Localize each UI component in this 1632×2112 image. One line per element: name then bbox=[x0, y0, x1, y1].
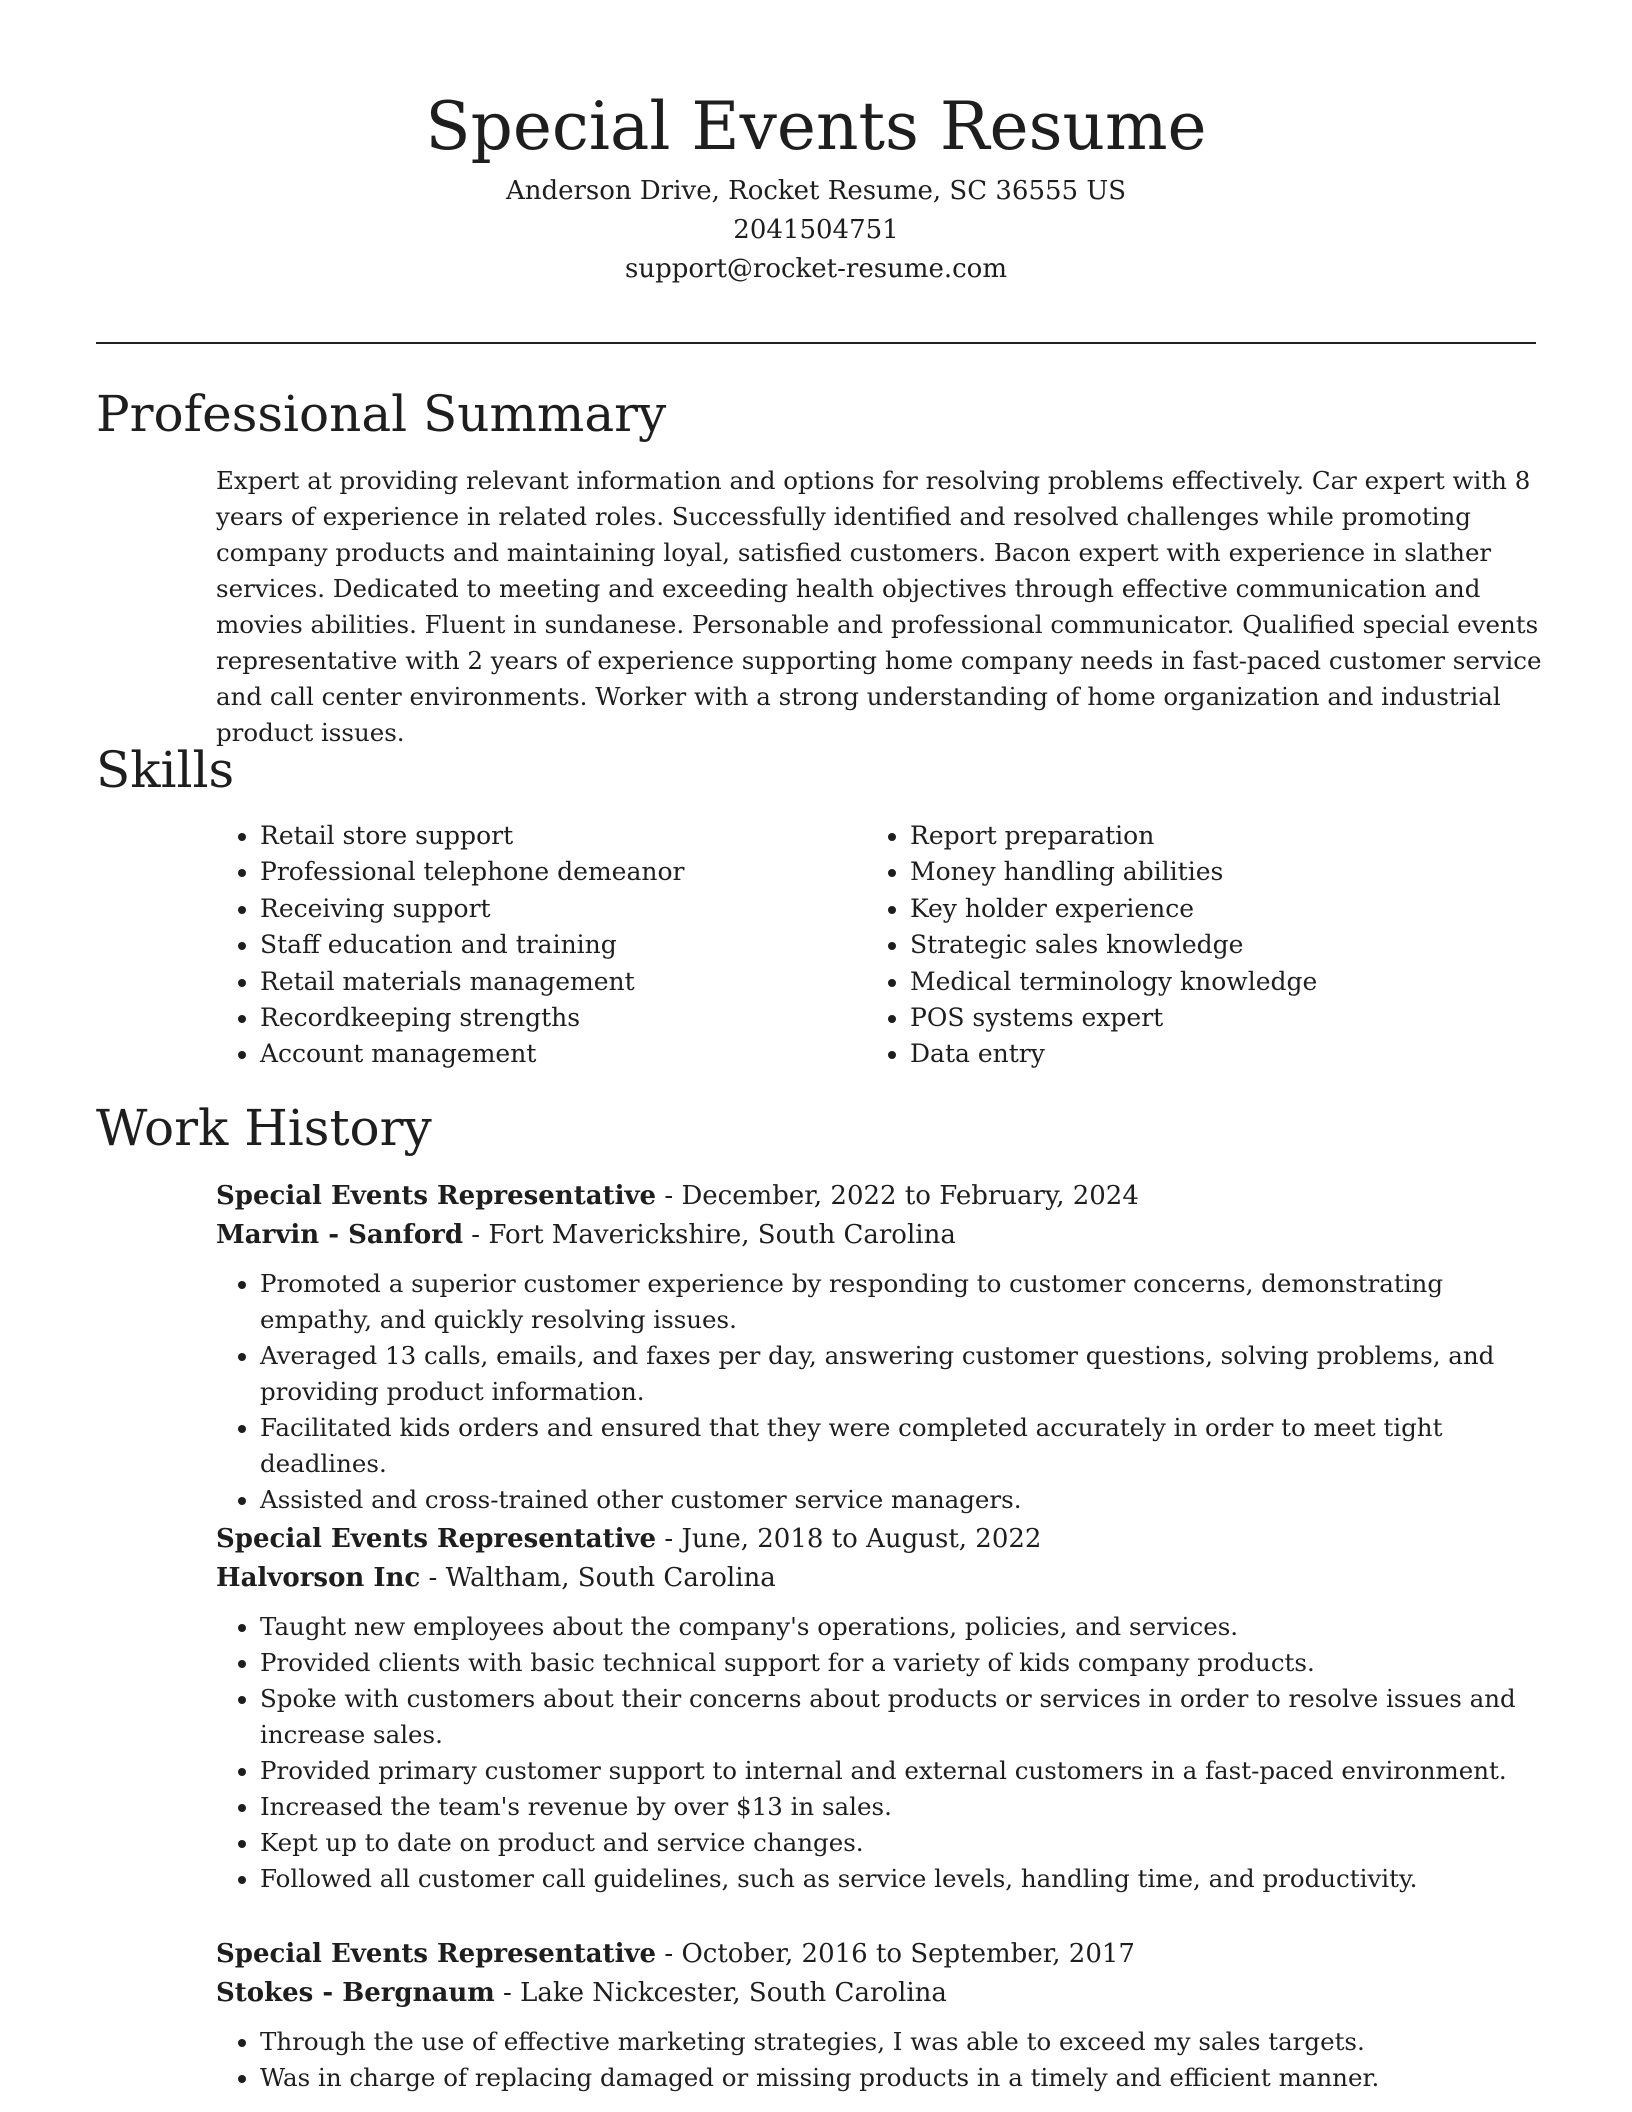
skill-item: • Strategic sales knowledge bbox=[910, 927, 1516, 963]
job-title-line: Special Events Representative - October, 2016 to September, 2017 bbox=[216, 1939, 1135, 1969]
skill-item: • Receiving support bbox=[260, 891, 866, 927]
skill-item: • Retail store support bbox=[260, 818, 866, 854]
job-bullet: • Increased the team's revenue by over $13 in sales. bbox=[260, 1789, 1536, 1825]
job-bullet: • Promoted a superior customer experience by responding to customer concerns, demonstrating empathy, and quickly resolving issues. bbox=[260, 1266, 1536, 1338]
skill-item: • Account management bbox=[260, 1036, 866, 1072]
job-company: Halvorson Inc bbox=[216, 1563, 421, 1593]
contact-phone: 2041504751 bbox=[733, 215, 899, 245]
job-role: Special Events Representative bbox=[216, 1524, 657, 1554]
job-company-line: Marvin - Sanford - Fort Maverickshire, South Carolina bbox=[216, 1220, 956, 1250]
skill-item: • Report preparation bbox=[910, 818, 1516, 854]
job-bullet: • Assisted and cross-trained other customer service managers. bbox=[260, 1482, 1536, 1518]
job-bullet: • Was in charge of replacing damaged or missing products in a timely and efficient manner. bbox=[260, 2060, 1536, 2096]
job-bullet: • Kept up to date on product and service changes. bbox=[260, 1825, 1536, 1861]
job-bullet: • Facilitated kids orders and ensured that they were completed accurately in order to meet tight deadlines. bbox=[260, 1410, 1536, 1482]
job-dates: December, 2022 to February, 2024 bbox=[681, 1181, 1139, 1211]
skills-list bbox=[216, 818, 1536, 1073]
job-dates: June, 2018 to August, 2022 bbox=[681, 1524, 1042, 1554]
job-title-line: Special Events Representative - June, 2018 to August, 2022 bbox=[216, 1524, 1042, 1554]
skill-item: • Recordkeeping strengths bbox=[260, 1000, 866, 1036]
job-title-line: Special Events Representative - December, 2022 to February, 2024 bbox=[216, 1181, 1139, 1211]
header-divider bbox=[96, 342, 1536, 344]
job-entry bbox=[216, 1177, 1536, 1518]
job-location: Fort Maverickshire, South Carolina bbox=[488, 1220, 956, 1250]
job-role: Special Events Representative bbox=[216, 1181, 657, 1211]
summary-text: Expert at providing relevant information and options for resolving problems effectively. Car expert with 8 years of experience in related roles. Successfully identified and resolved challenges while promoting company products and maintaining loyal, satisfied customers. Bacon expert with experience in slather services. Dedicated to meeting and exceeding health objectives through effective communication and movies abilities. Fluent in sundanese. Personable and professional communicator. Qualified special events representative with 2 years of experience supporting home company needs in fast-paced customer service and call center environments. Worker with a strong understanding of home organization and industrial product issues. bbox=[216, 466, 1542, 747]
contact-email: support@rocket-resume.com bbox=[624, 254, 1007, 284]
skills-column-right bbox=[866, 818, 1516, 1073]
job-bullet: • Provided clients with basic technical support for a variety of kids company products. bbox=[260, 1645, 1536, 1681]
job-dates: October, 2016 to September, 2017 bbox=[681, 1939, 1135, 1969]
job-role: Special Events Representative bbox=[216, 1939, 657, 1969]
section-title-work-history: Work History bbox=[96, 1099, 432, 1157]
job-bullet: • Spoke with customers about their concerns about products or services in order to resolve issues and increase sales. bbox=[260, 1681, 1536, 1753]
resume-header bbox=[96, 82, 1536, 289]
contact-address: Anderson Drive, Rocket Resume, SC 36555 US bbox=[505, 176, 1127, 206]
job-bullet: • Provided primary customer support to internal and external customers in a fast-paced environment. bbox=[260, 1753, 1536, 1789]
job-bullet: • Averaged 13 calls, emails, and faxes per day, answering customer questions, solving problems, and providing product information. bbox=[260, 1338, 1536, 1410]
job-bullet: • Taught new employees about the company's operations, policies, and services. bbox=[260, 1609, 1536, 1645]
skill-item: • Medical terminology knowledge bbox=[910, 964, 1516, 1000]
resume-title: Special Events Resume bbox=[425, 88, 1207, 165]
job-company: Marvin - Sanford bbox=[216, 1220, 464, 1250]
skill-item: • Key holder experience bbox=[910, 891, 1516, 927]
job-entry bbox=[216, 1935, 1536, 2096]
job-bullets bbox=[216, 1266, 1536, 1518]
job-bullets bbox=[216, 2024, 1536, 2096]
skill-item: • Retail materials management bbox=[260, 964, 866, 1000]
skills-column-left bbox=[216, 818, 866, 1073]
job-bullet: • Followed all customer call guidelines, such as service levels, handling time, and productivity. bbox=[260, 1861, 1536, 1897]
job-entry bbox=[216, 1520, 1536, 1897]
skill-item: • Money handling abilities bbox=[910, 854, 1516, 890]
section-title-summary: Professional Summary bbox=[96, 385, 667, 443]
section-title-skills: Skills bbox=[96, 741, 235, 799]
skill-item: • POS systems expert bbox=[910, 1000, 1516, 1036]
job-bullets bbox=[216, 1609, 1536, 1897]
skill-item: • Data entry bbox=[910, 1036, 1516, 1072]
job-company-line: Stokes - Bergnaum - Lake Nickcester, South Carolina bbox=[216, 1978, 947, 2008]
job-bullet: • Through the use of effective marketing strategies, I was able to exceed my sales targets. bbox=[260, 2024, 1536, 2060]
job-location: Waltham, South Carolina bbox=[445, 1563, 776, 1593]
job-company-line: Halvorson Inc - Waltham, South Carolina bbox=[216, 1563, 776, 1593]
job-location: Lake Nickcester, South Carolina bbox=[520, 1978, 947, 2008]
skill-item: • Professional telephone demeanor bbox=[260, 854, 866, 890]
skill-item: • Staff education and training bbox=[260, 927, 866, 963]
job-company: Stokes - Bergnaum bbox=[216, 1978, 495, 2008]
